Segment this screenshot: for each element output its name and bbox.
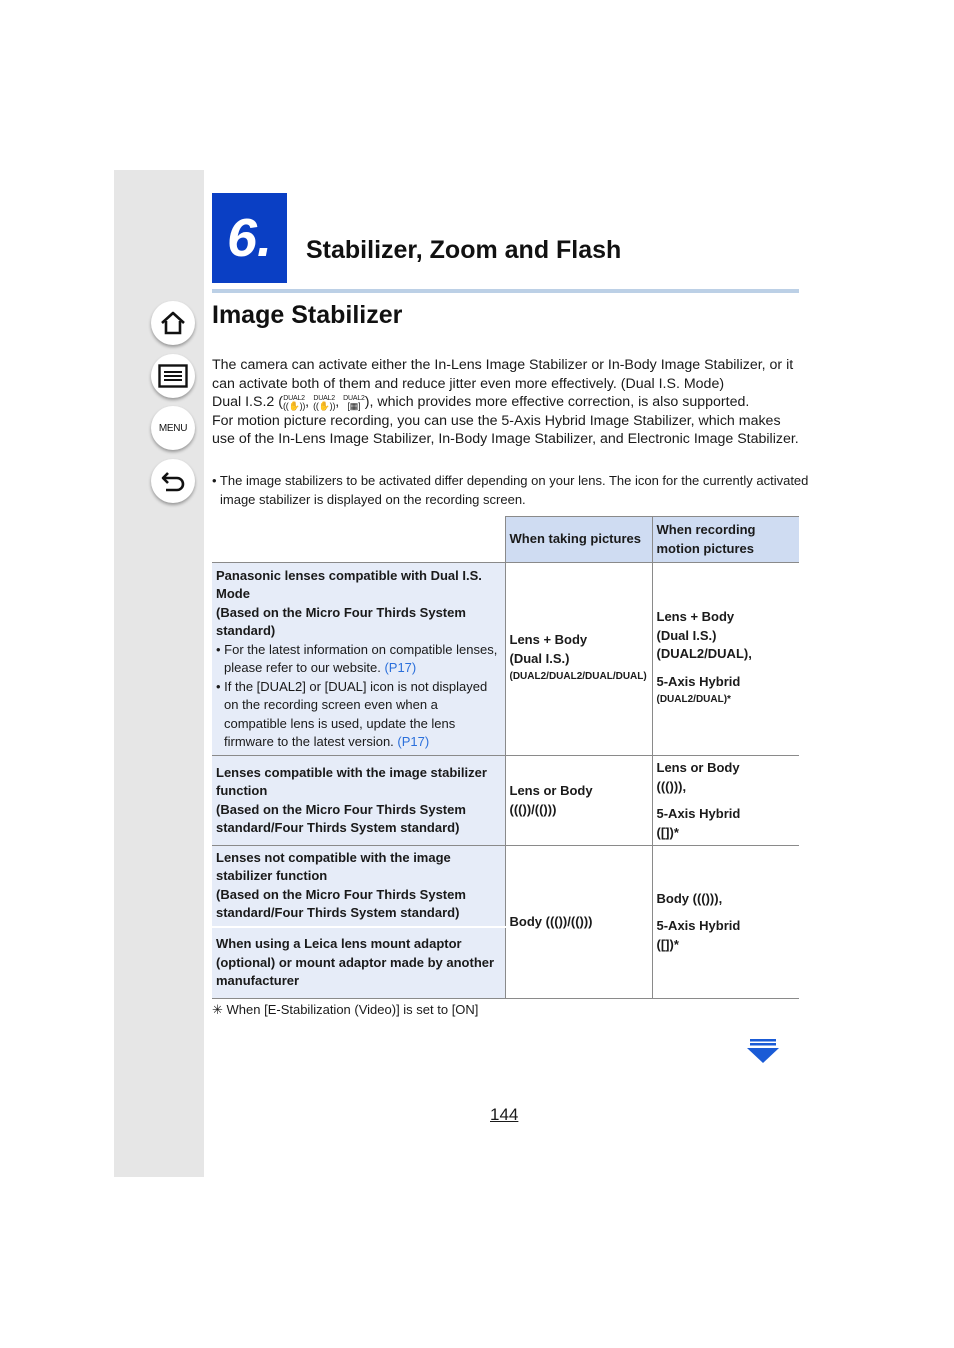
table-row — [212, 756, 799, 846]
row2-motion: Lens or Body ((())), 5-Axis Hybrid ([])* — [652, 756, 799, 846]
menu-button[interactable] — [151, 406, 195, 450]
hybrid-icons: ([])* — [656, 936, 679, 952]
header-motion: When recording motion pictures — [652, 517, 799, 563]
stabilizer-icons: ((())), — [656, 778, 687, 794]
p17-link[interactable]: (P17) — [384, 660, 417, 675]
contents-button[interactable] — [151, 354, 195, 398]
section-title: Image Stabilizer — [212, 301, 403, 329]
p17-link[interactable]: (P17) — [397, 734, 430, 749]
row4-head: When using a Leica lens mount adaptor (optional) or mount adaptor made by another manufacturer — [212, 927, 505, 999]
home-button[interactable] — [151, 301, 195, 345]
row3-motion: Body ((())), 5-Axis Hybrid ([])* — [652, 846, 799, 999]
intro-line-3: For motion picture recording, you can use the 5-Axis Hybrid Image Stabilizer, which makes use of the In-Lens Image Stabilizer, In-Body Image Stabilizer, and Electronic Image Stabilizer. — [212, 412, 799, 447]
hybrid-icons: (DUAL2/DUAL)* — [656, 694, 731, 706]
row1-head: Panasonic lenses compatible with Dual I.S. Mode (Based on the Micro Four Thirds System standard) • For the latest information on compatible lenses, please refer to our website. (P17) • If the [DUAL2] or [DUAL] icon is not displayed on the recording screen even when a compatible lens is used, update the lens firmware to the latest version. (P17) — [212, 563, 505, 756]
dual2-icon: DUAL2 ((✋)) — [313, 395, 336, 411]
dual2-icon: DUAL2 ((✋)) — [282, 395, 306, 411]
row1-motion: Lens + Body (Dual I.S.) (DUAL2/DUAL), 5-Axis Hybrid (DUAL2/DUAL)* — [652, 563, 799, 756]
next-page-arrow-icon[interactable] — [746, 1038, 780, 1064]
table-row — [212, 563, 799, 756]
row1-pictures: Lens + Body (Dual I.S.) (DUAL2/DUAL2/DUAL/DUAL) — [505, 563, 652, 756]
header-empty — [212, 517, 505, 563]
table-header-row — [212, 517, 799, 563]
return-icon — [159, 468, 187, 494]
stabilizer-icons: ((())/(())) — [509, 801, 557, 817]
chapter-divider — [212, 289, 799, 293]
stabilizer-table — [212, 516, 799, 999]
row2-head: Lenses compatible with the image stabilizer function (Based on the Micro Four Thirds System standard/Four Thirds System standard) — [212, 756, 505, 846]
row2-pictures: Lens or Body ((())/(())) — [505, 756, 652, 846]
header-pictures: When taking pictures — [505, 517, 652, 563]
page-number: 144 — [490, 1105, 519, 1124]
intro-paragraph — [212, 356, 802, 449]
home-icon — [159, 309, 187, 337]
chapter-title: Stabilizer, Zoom and Flash — [306, 236, 622, 264]
intro-line-2: Dual I.S.2 (DUAL2 ((✋)) , DUAL2 ((✋)) , DUAL2 [▦] ), which provides more effective correction, is also supported. — [212, 394, 750, 411]
hybrid-icons: ([])* — [656, 824, 679, 840]
dual2-hybrid-icon: DUAL2 [▦] — [343, 395, 365, 411]
list-icon — [158, 364, 188, 388]
menu-label: MENU — [158, 422, 188, 434]
stabilizer-icons: (DUAL2/DUAL2/DUAL/DUAL) — [509, 671, 647, 683]
footnote: ✳ When [E-Stabilization (Video)] is set to [ON] — [212, 1002, 479, 1017]
row3-pictures: Body ((())/(())) — [505, 846, 652, 999]
table-row — [212, 846, 799, 927]
back-button[interactable] — [151, 459, 195, 503]
chapter-number: 6. — [212, 193, 287, 283]
lens-note: • The image stabilizers to be activated differ depending on your lens. The icon for the currently activated image stabilizer is displayed on the recording screen. — [212, 473, 809, 507]
row3-head: Lenses not compatible with the image stabilizer function (Based on the Micro Four Thirds System standard/Four Thirds System standard) — [212, 846, 505, 927]
intro-line-1: The camera can activate either the In-Lens Image Stabilizer or In-Body Image Stabilizer, or it can activate both of them and reduce jitter even more effectively. (Dual I.S. Mode) — [212, 357, 794, 392]
